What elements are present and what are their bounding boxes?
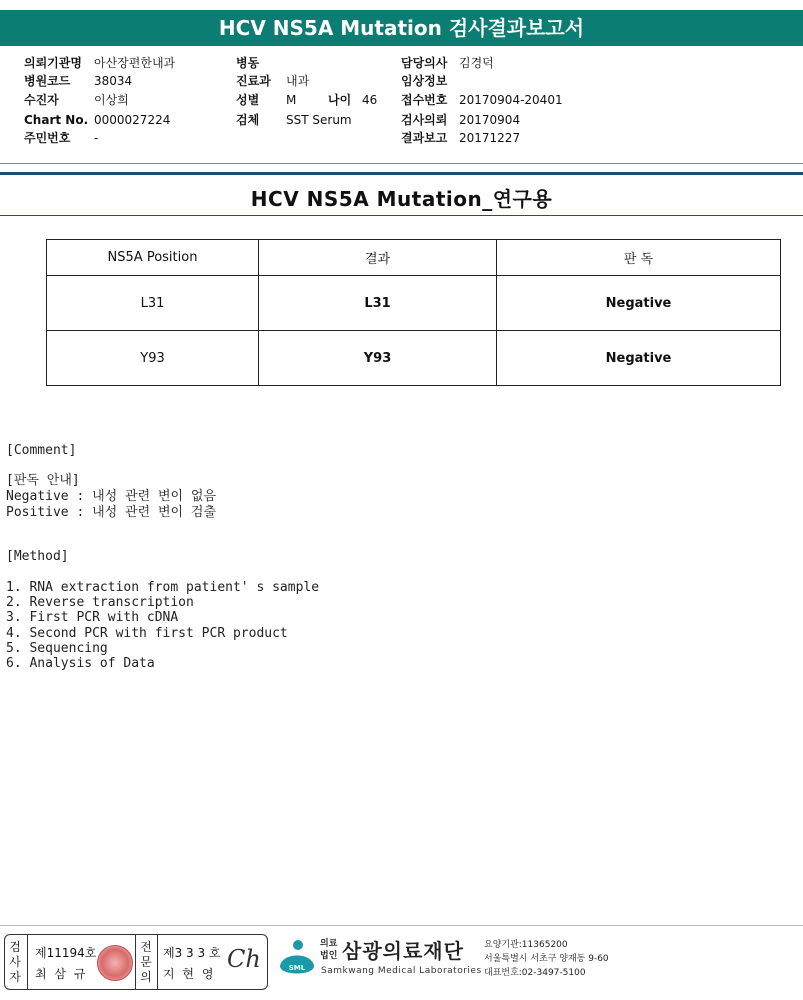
organization-code: 요양기관:11365200 bbox=[484, 940, 568, 950]
requester-label: 의뢰기관명 bbox=[24, 56, 82, 70]
hospital-code-label: 병원코드 bbox=[24, 74, 71, 88]
cell-position: Y93 bbox=[47, 331, 259, 386]
organization-name: 삼광의료재단 bbox=[342, 939, 464, 963]
requester-value: 아산장편한내과 bbox=[94, 56, 176, 70]
header-result: 결과 bbox=[259, 240, 497, 276]
cell-result: Y93 bbox=[259, 331, 497, 386]
info-column-2 bbox=[236, 56, 377, 131]
doctor-label: 담당의사 bbox=[401, 56, 448, 70]
examiner-label bbox=[8, 940, 22, 985]
organization-name-english: Samkwang Medical Laboratories bbox=[321, 966, 482, 976]
signature-box bbox=[4, 934, 268, 990]
clinical-info-label: 임상정보 bbox=[401, 74, 448, 88]
header-divider bbox=[0, 163, 803, 164]
examiner-license: 제11194호 bbox=[35, 946, 97, 960]
reviewer-name: 지 현 영 bbox=[163, 967, 216, 981]
patient-value: 이상희 bbox=[94, 93, 129, 107]
org-type-line2: 법인 bbox=[320, 951, 338, 961]
info-column-1 bbox=[24, 56, 175, 149]
table-row bbox=[47, 276, 781, 331]
method-step: 3. First PCR with cDNA bbox=[6, 610, 179, 625]
age-label: 나이 bbox=[328, 93, 352, 107]
guide-negative: Negative : 내성 관련 변이 없음 bbox=[6, 489, 217, 504]
patient-label: 수진자 bbox=[24, 93, 59, 107]
cell-interpretation: Negative bbox=[497, 331, 781, 386]
cell-position: L31 bbox=[47, 276, 259, 331]
table-row bbox=[47, 331, 781, 386]
organization-phone: 대표번호:02-3497-5100 bbox=[484, 968, 586, 978]
signature-separator bbox=[157, 935, 158, 989]
reviewer-signature: Ch bbox=[227, 945, 261, 973]
footer-divider bbox=[0, 925, 803, 926]
signature-separator bbox=[27, 935, 28, 989]
sex-value: M bbox=[286, 93, 297, 107]
department-label: 진료과 bbox=[236, 74, 271, 88]
request-date-label: 검사의뢰 bbox=[401, 113, 448, 127]
section-title: HCV NS5A Mutation_연구용 bbox=[250, 187, 553, 211]
cell-interpretation: Negative bbox=[497, 276, 781, 331]
specimen-value: SST Serum bbox=[286, 113, 352, 127]
guide-heading: [판독 안내] bbox=[6, 473, 80, 488]
examiner-seal bbox=[97, 945, 133, 981]
header-position: NS5A Position bbox=[47, 240, 259, 276]
report-date-value: 20171227 bbox=[459, 131, 521, 145]
ward-label: 병동 bbox=[236, 56, 260, 70]
method-step: 5. Sequencing bbox=[6, 641, 108, 656]
org-type-line1: 의료 bbox=[320, 939, 338, 949]
age-value: 46 bbox=[362, 93, 378, 107]
accession-no-label: 접수번호 bbox=[401, 93, 448, 107]
department-value: 내과 bbox=[286, 74, 310, 88]
method-step: 6. Analysis of Data bbox=[6, 656, 155, 671]
sex-label: 성별 bbox=[236, 93, 260, 107]
report-title: HCV NS5A Mutation 검사결과보고서 bbox=[0, 10, 803, 46]
doctor-value: 김경덕 bbox=[459, 56, 494, 70]
method-heading: [Method] bbox=[6, 549, 69, 564]
reviewer-label-text: 전문의 bbox=[140, 940, 152, 984]
resident-no-label: 주민번호 bbox=[24, 131, 71, 145]
logo-text: SML bbox=[288, 964, 306, 972]
table-header-row bbox=[47, 240, 781, 276]
section-divider bbox=[0, 172, 803, 175]
method-step: 1. RNA extraction from patient' s sample bbox=[6, 580, 320, 595]
reviewer-label bbox=[139, 940, 153, 985]
hospital-code-value: 38034 bbox=[94, 74, 133, 88]
chart-no-value: 0000027224 bbox=[94, 113, 171, 127]
method-step: 4. Second PCR with first PCR product bbox=[6, 626, 288, 641]
comment-heading: [Comment] bbox=[6, 443, 77, 458]
method-step: 2. Reverse transcription bbox=[6, 595, 194, 610]
accession-no-value: 20170904-20401 bbox=[459, 93, 563, 107]
request-date-value: 20170904 bbox=[459, 113, 521, 127]
examiner-name: 최 삼 규 bbox=[35, 967, 88, 981]
header-interpretation: 판 독 bbox=[497, 240, 781, 276]
chart-no-label: Chart No. bbox=[24, 113, 89, 127]
cell-result: L31 bbox=[259, 276, 497, 331]
results-table bbox=[46, 239, 781, 386]
report-date-label: 결과보고 bbox=[401, 131, 448, 145]
organization-logo-icon bbox=[274, 936, 318, 980]
signature-separator bbox=[135, 935, 136, 989]
info-column-3 bbox=[401, 56, 563, 149]
resident-no-value: - bbox=[94, 131, 99, 145]
examiner-label-text: 검사자 bbox=[9, 940, 21, 984]
organization-block bbox=[272, 934, 802, 990]
specimen-label: 검체 bbox=[236, 113, 260, 127]
guide-positive: Positive : 내성 관련 변이 검출 bbox=[6, 505, 217, 520]
organization-address: 서울특별시 서초구 양재동 9-60 bbox=[484, 954, 609, 964]
section-title-underline bbox=[0, 215, 803, 216]
reviewer-license: 제3 3 3 호 bbox=[163, 946, 221, 960]
